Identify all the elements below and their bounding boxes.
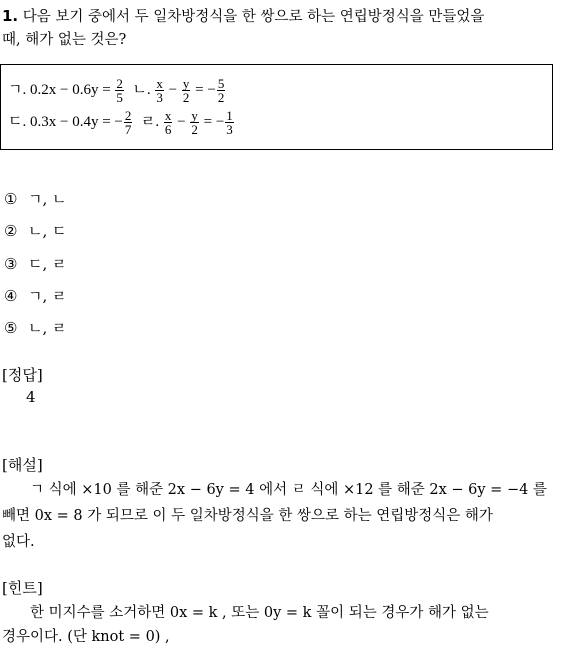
equals-sign: = −: [191, 81, 216, 98]
choice-marker: ⑤: [4, 319, 18, 337]
fraction-numerator: 1: [226, 108, 233, 123]
condition-b-fraction-3: [217, 77, 226, 104]
equals-sign: = −: [199, 113, 225, 130]
question-number: 1.: [2, 7, 19, 25]
minus-sign: −: [173, 113, 190, 130]
fraction-numerator: 2: [116, 76, 123, 91]
conditions-box: [0, 64, 553, 150]
minus-sign: −: [164, 81, 181, 98]
hint-line-2: 경우이다. (단 knot = 0) ,: [2, 629, 170, 645]
fraction-numerator: x: [156, 76, 163, 91]
choice-text: ㄴ, ㄹ: [28, 319, 67, 337]
condition-d-label: ㄹ.: [140, 113, 163, 130]
answer-value: 4: [26, 388, 36, 406]
condition-d-fraction-2: [190, 109, 199, 136]
condition-a-label: ㄱ.: [8, 81, 30, 98]
condition-row-2: [8, 109, 235, 136]
choice-5[interactable]: [4, 317, 67, 338]
condition-b-fraction-1: [155, 77, 164, 104]
explanation-label: [해설]: [2, 456, 43, 474]
condition-d-fraction-3: [225, 109, 234, 136]
fraction-numerator: x: [164, 108, 172, 123]
question-text-2: 때, 해가 없는 것은?: [2, 32, 127, 48]
choice-text: ㄷ, ㄹ: [28, 255, 67, 273]
condition-c-fraction: [124, 109, 133, 136]
choice-1[interactable]: [4, 188, 67, 209]
choice-text: ㄱ, ㄴ: [28, 190, 67, 208]
explanation-line-3: 없다.: [2, 534, 35, 550]
condition-d-fraction-1: [164, 109, 173, 136]
condition-c-label: ㄷ.: [8, 113, 30, 130]
hint-label: [힌트]: [2, 579, 43, 597]
choice-marker: ④: [4, 287, 18, 305]
choice-3[interactable]: [4, 253, 67, 274]
fraction-denominator: 6: [164, 122, 172, 137]
explanation-line-1: ㄱ 식에 ×10 를 해준 2x − 6y = 4 에서 ㄹ 식에 ×12 를 해준 2x − 6y = −4 를: [30, 482, 547, 498]
condition-a-lhs: 0.2x − 0.6y =: [30, 81, 115, 98]
condition-row-1: [8, 77, 226, 104]
answer-label: [정답]: [2, 366, 43, 384]
choice-text: ㄱ, ㄹ: [28, 287, 67, 305]
question-text-1: 다음 보기 중에서 두 일차방정식을 한 쌍으로 하는 연립방정식을 만들었을: [22, 9, 485, 25]
hint-line-1: 한 미지수를 소거하면 0x = k , 또는 0y = k 꼴이 되는 경우가 해가 없는: [30, 605, 489, 621]
fraction-denominator: 2: [182, 90, 190, 105]
fraction-denominator: 7: [124, 122, 132, 137]
fraction-numerator: 5: [217, 76, 225, 91]
choice-4[interactable]: [4, 285, 67, 306]
condition-b-label: ㄴ.: [132, 81, 155, 98]
fraction-denominator: 5: [116, 90, 123, 105]
condition-a-fraction: [115, 77, 124, 104]
fraction-denominator: 3: [156, 90, 163, 105]
choice-2[interactable]: [4, 220, 67, 241]
fraction-denominator: 2: [191, 122, 198, 137]
question-line-1: [2, 4, 484, 30]
choice-marker: ③: [4, 255, 18, 273]
choice-text: ㄴ, ㄷ: [28, 222, 67, 240]
fraction-numerator: y: [182, 76, 190, 91]
fraction-numerator: 2: [124, 108, 132, 123]
condition-b-fraction-2: [182, 77, 191, 104]
fraction-denominator: 2: [217, 90, 225, 105]
condition-c-lhs: 0.3x − 0.4y = −: [30, 113, 123, 130]
explanation-line-2: 빼면 0x = 8 가 되므로 이 두 일차방정식을 한 쌍으로 하는 연립방정식은 해가: [2, 508, 493, 524]
fraction-denominator: 3: [226, 122, 233, 137]
choice-marker: ①: [4, 190, 18, 208]
fraction-numerator: y: [191, 108, 198, 123]
choice-marker: ②: [4, 222, 18, 240]
